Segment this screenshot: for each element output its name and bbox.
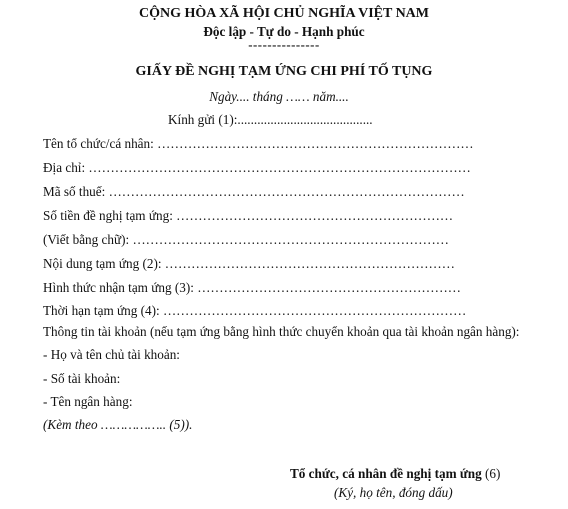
header-divider: --------------- [248,38,320,52]
date-line: Ngày.... tháng …… năm.... [209,89,349,104]
motto: Độc lập - Tự do - Hạnh phúc [203,24,365,39]
field-organization: Tên tổ chức/cá nhân: ……………………………………………………………… [43,136,474,151]
field-amount-words: (Viết bằng chữ): ……………………………………………………………… [43,232,449,247]
nation-header: CỘNG HÒA XÃ HỘI CHỦ NGHĨA VIỆT NAM [138,6,429,21]
signature-title [290,466,500,482]
signature-note: (Ký, họ tên, đóng dấu) [334,485,453,500]
signature-title-note: (6) [485,466,501,481]
recipient-line: Kính gửi (1):......................................... [168,112,373,127]
field-receipt-method: Hình thức nhận tạm ứng (3): …………………………………………………… [43,280,461,295]
field-account-info: Thông tin tài khoản (nếu tạm ứng bằng hình thức chuyển khoản qua tài khoản ngân hàng): [43,324,520,339]
bank-account-holder: - Họ và tên chủ tài khoản: [43,347,180,362]
attachment-note: (Kèm theo …………….. (5)). [43,417,193,432]
bank-name: - Tên ngân hàng: [43,394,133,409]
field-content: Nội dung tạm ứng (2): ………………………………………………………… [43,256,455,271]
field-amount: Số tiền đề nghị tạm ứng: ……………………………………………………… [43,208,454,223]
field-address: Địa chỉ: …………………………………………………………………………… [43,160,471,175]
document-title: GIẤY ĐỀ NGHỊ TẠM ỨNG CHI PHÍ TỐ TỤNG [135,64,433,79]
field-tax-code: Mã số thuế: ……………………………………………………………………… [43,184,465,199]
signature-title-text: Tổ chức, cá nhân đề nghị tạm ứng [290,466,482,481]
bank-account-number: - Số tài khoản: [43,371,121,386]
field-term: Thời hạn tạm ứng (4): …………………………………………………………… [43,303,467,318]
